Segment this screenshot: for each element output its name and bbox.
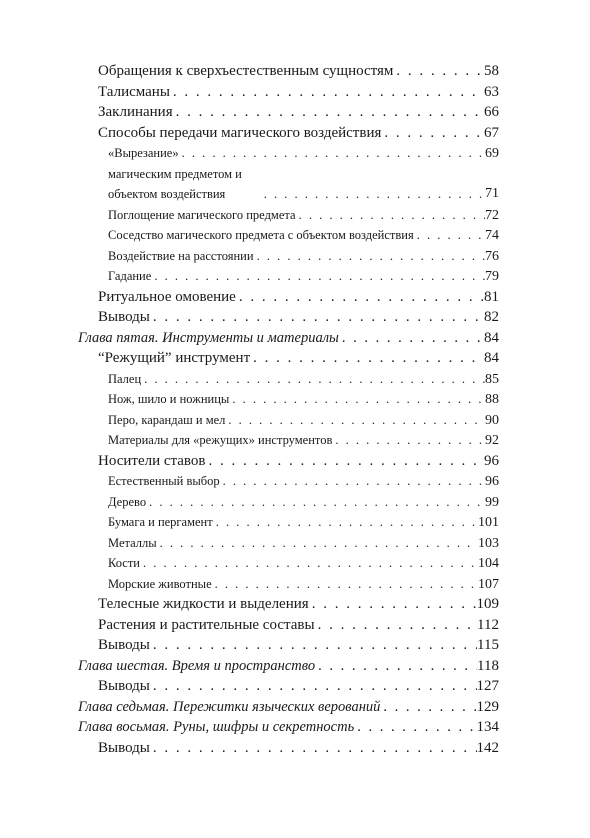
toc-entry-title: Носители ставов <box>98 452 206 469</box>
toc-entry-title: Талисманы <box>98 83 170 100</box>
toc-entry-page-number: 134 <box>476 719 499 735</box>
toc-entry-page-number: 88 <box>485 392 499 407</box>
toc-leader-dots <box>140 553 478 574</box>
toc-entry <box>78 123 499 144</box>
toc-entry <box>78 635 499 656</box>
toc-entry-title: Способы передачи магического воздействия <box>98 124 382 141</box>
toc-entry-page-number: 96 <box>484 452 499 469</box>
toc-chapter-entry <box>78 656 499 677</box>
toc-entry <box>78 594 499 615</box>
toc-leader-dots <box>380 697 476 718</box>
toc-entry <box>78 738 499 759</box>
toc-leader-dots <box>229 389 485 410</box>
toc-entry-page-number: 101 <box>478 515 499 530</box>
toc-entry <box>78 471 499 492</box>
toc-entry-title: Ритуальное омовение <box>98 288 236 305</box>
toc-chapter-entry <box>78 328 499 349</box>
toc-entry <box>78 533 499 554</box>
toc-leader-dots <box>220 471 485 492</box>
toc-entry <box>78 287 499 308</box>
toc-entry-title: Поглощение магического предмета <box>108 207 296 222</box>
table-of-contents <box>78 61 499 758</box>
toc-entry <box>78 307 499 328</box>
toc-entry-title: Дерево <box>108 494 147 509</box>
toc-leader-dots <box>254 246 485 267</box>
toc-leader-dots <box>296 205 485 226</box>
toc-entry-page-number: 104 <box>478 556 499 571</box>
toc-entry-title: Глава восьмая. Руны, шифры и секретность <box>78 719 355 735</box>
toc-entry-page-number: 76 <box>485 248 499 264</box>
toc-entry-page-number: 63 <box>484 83 499 100</box>
toc-entry <box>78 553 499 574</box>
toc-entry-title: Перо, карандаш и мел <box>108 412 226 427</box>
toc-entry <box>78 164 499 205</box>
toc-entry-title: Соседство магического предмета с объектом воздействия <box>108 228 414 242</box>
toc-entry-page-number: 69 <box>485 146 499 161</box>
toc-entry-title: Обращения к сверхъестественным сущностям <box>98 63 394 79</box>
toc-leader-dots <box>212 574 478 595</box>
toc-entry-page-number: 66 <box>484 104 499 120</box>
toc-entry-title: Гадание <box>108 269 152 283</box>
toc-entry-page-number: 99 <box>485 494 499 510</box>
toc-entry-page-number: 81 <box>484 288 499 305</box>
toc-entry-page-number: 107 <box>478 576 499 592</box>
toc-entry-page-number: 82 <box>484 309 499 325</box>
toc-entry-title: Глава пятая. Инструменты и материалы <box>78 329 339 346</box>
toc-entry <box>78 410 499 431</box>
toc-entry-title: Заклинания <box>98 104 173 120</box>
toc-entry <box>78 225 499 246</box>
toc-entry-page-number: 112 <box>477 616 499 633</box>
toc-entry-page-number: 90 <box>485 412 499 428</box>
toc-entry-title: Глава седьмая. Пережитки языческих верований <box>78 698 381 715</box>
toc-entry <box>78 574 499 595</box>
toc-entry <box>78 61 499 82</box>
toc-entry-page-number: 84 <box>484 329 499 346</box>
toc-entry-title: “Режущий” инструмент <box>98 350 251 366</box>
toc-entry <box>78 389 499 410</box>
toc-leader-dots <box>173 102 484 123</box>
toc-leader-dots <box>225 410 485 431</box>
toc-entry-title: Растения и растительные составы <box>98 616 315 633</box>
toc-leader-dots <box>261 184 485 205</box>
toc-leader-dots <box>146 492 485 513</box>
toc-entry-page-number: 115 <box>477 637 499 653</box>
toc-leader-dots <box>141 369 485 390</box>
toc-leader-dots <box>393 61 484 82</box>
toc-leader-dots <box>150 676 477 697</box>
toc-leader-dots <box>205 451 484 472</box>
toc-leader-dots <box>150 635 477 656</box>
toc-entry-page-number: 84 <box>484 350 499 366</box>
toc-entry <box>78 82 499 103</box>
toc-entry-title: Выводы <box>98 739 150 756</box>
toc-leader-dots <box>354 717 476 738</box>
toc-entry <box>78 430 499 451</box>
toc-leader-dots <box>309 594 477 615</box>
toc-entry-title: Материалы для «режущих» инструментов <box>108 433 333 447</box>
toc-entry <box>78 615 499 636</box>
toc-entry-page-number: 67 <box>484 124 499 141</box>
toc-leader-dots <box>315 656 477 677</box>
toc-entry <box>78 492 499 513</box>
toc-entry-page-number: 109 <box>476 596 499 612</box>
toc-entry <box>78 676 499 697</box>
toc-entry-page-number: 142 <box>476 739 499 756</box>
toc-entry-page-number: 92 <box>485 433 499 448</box>
toc-leader-dots <box>213 512 478 533</box>
toc-leader-dots <box>151 266 485 287</box>
toc-entry <box>78 246 499 267</box>
toc-entry-page-number: 96 <box>485 474 499 489</box>
toc-entry-title: Глава шестая. Время и пространство <box>78 657 316 674</box>
toc-leader-dots <box>381 123 484 144</box>
toc-leader-dots <box>157 533 478 554</box>
toc-leader-dots <box>170 82 484 103</box>
toc-leader-dots <box>315 615 477 636</box>
toc-chapter-entry <box>78 717 499 738</box>
toc-leader-dots <box>179 143 485 164</box>
toc-entry-page-number: 71 <box>485 186 499 201</box>
toc-entry-page-number: 127 <box>476 678 499 694</box>
toc-entry-page-number: 129 <box>476 698 499 715</box>
toc-entry-page-number: 72 <box>485 207 499 223</box>
toc-entry-title: Палец <box>108 371 142 386</box>
toc-entry-title: Кости <box>108 556 140 570</box>
toc-entry-page-number: 58 <box>484 63 499 79</box>
toc-entry-title: Морские животные <box>108 576 212 591</box>
toc-entry <box>78 205 499 226</box>
toc-leader-dots <box>150 738 477 759</box>
toc-entry <box>78 369 499 390</box>
toc-leader-dots <box>150 307 484 328</box>
toc-entry-title: Воздействие на расстоянии <box>108 248 254 263</box>
toc-entry-title: «Вырезание» <box>108 146 179 160</box>
toc-entry-title: Естественный выбор <box>108 474 220 488</box>
toc-entry <box>78 266 499 287</box>
toc-entry-page-number: 103 <box>478 535 499 551</box>
toc-leader-dots <box>414 225 485 246</box>
toc-entry-page-number: 74 <box>485 228 499 243</box>
toc-leader-dots <box>236 287 484 308</box>
toc-entry-title: Металлы <box>108 535 157 550</box>
toc-entry-title: магическим предметом и объектом воздействия <box>108 166 242 201</box>
toc-entry-page-number: 85 <box>485 371 499 387</box>
toc-entry <box>78 512 499 533</box>
toc-entry-title: Выводы <box>98 309 150 325</box>
toc-entry <box>78 143 499 164</box>
toc-chapter-entry <box>78 697 499 718</box>
toc-entry-title: Телесные жидкости и выделения <box>98 596 309 612</box>
toc-entry-title: Выводы <box>98 637 150 653</box>
toc-leader-dots <box>332 430 485 451</box>
toc-entry-title: Выводы <box>98 678 150 694</box>
toc-entry-title: Бумага и пергамент <box>108 515 213 529</box>
toc-entry-page-number: 118 <box>477 657 499 674</box>
toc-entry-title: Нож, шило и ножницы <box>108 392 230 406</box>
toc-entry <box>78 102 499 123</box>
toc-leader-dots <box>250 348 484 369</box>
toc-entry-page-number: 79 <box>485 269 499 284</box>
toc-entry <box>78 451 499 472</box>
toc-leader-dots <box>339 328 484 349</box>
toc-entry <box>78 348 499 369</box>
